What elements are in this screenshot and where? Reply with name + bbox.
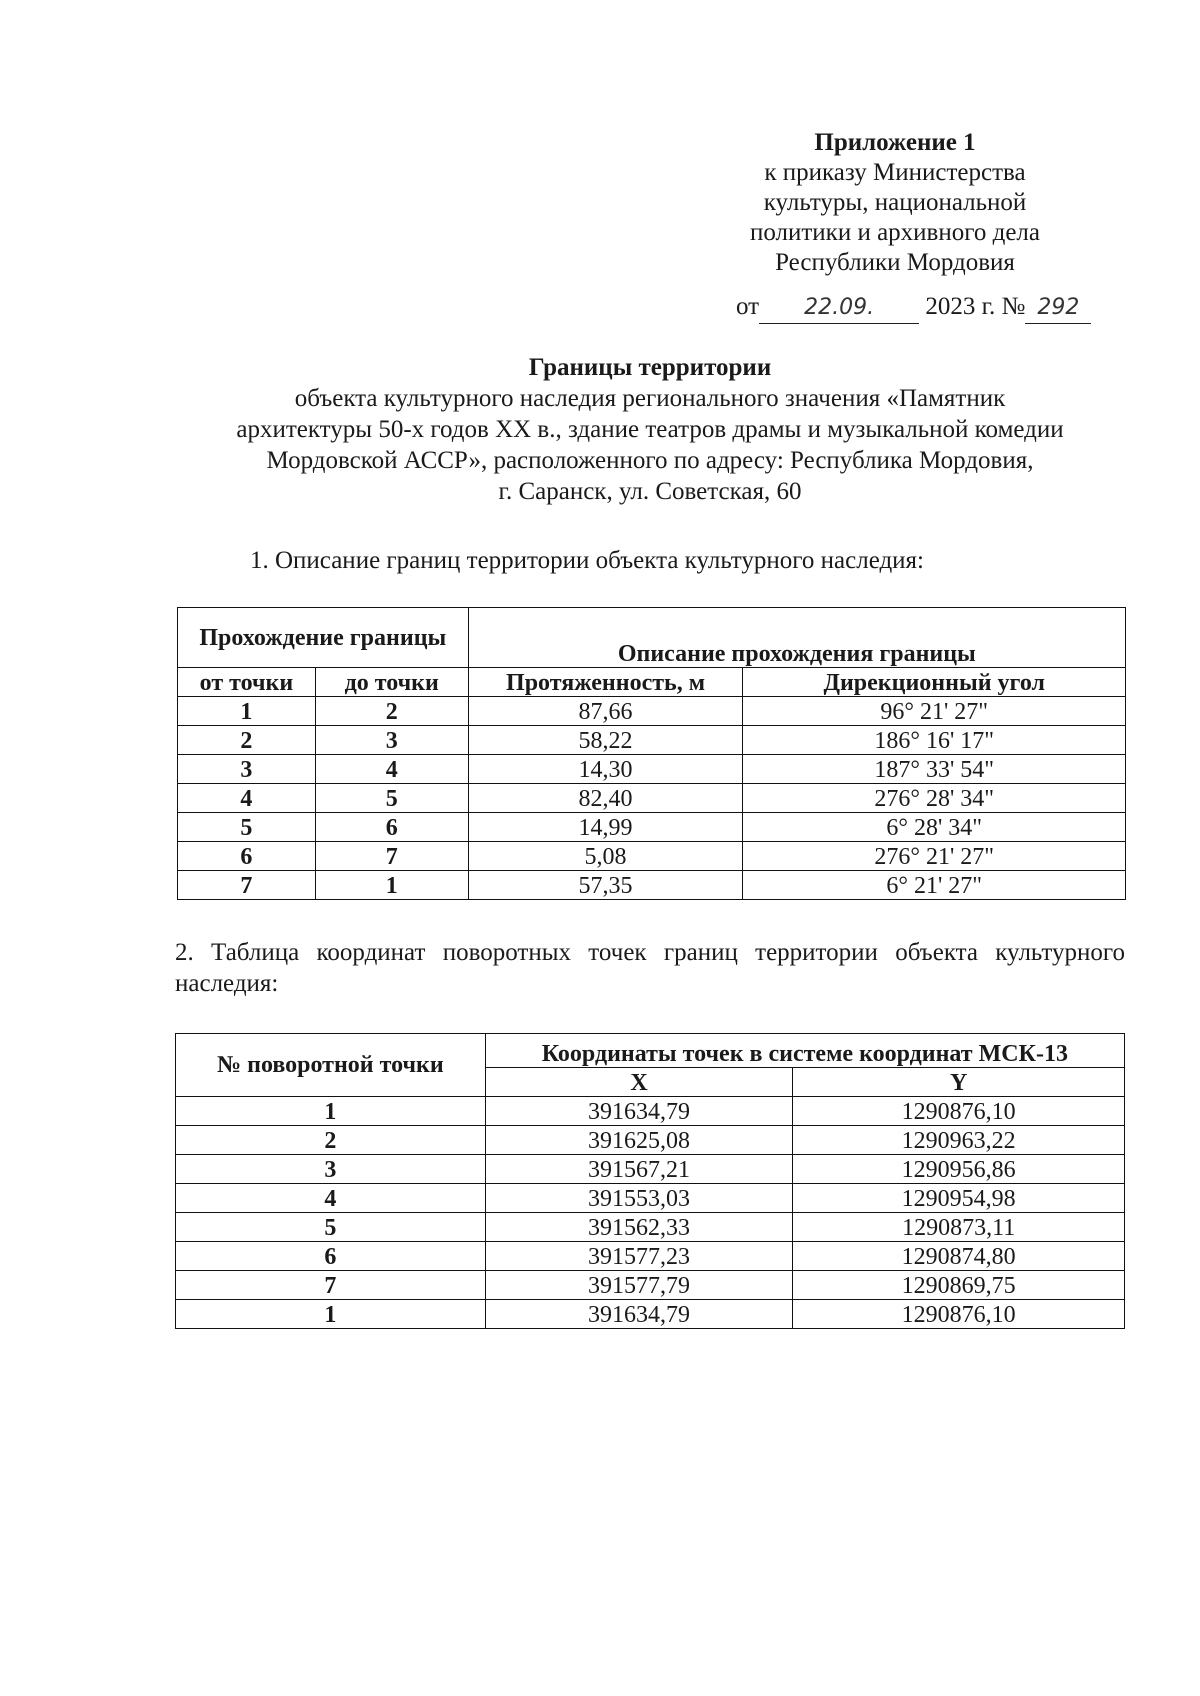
cell-y: 1290873,11	[793, 1213, 1125, 1242]
table-row	[176, 1184, 1125, 1213]
table-row	[178, 842, 1126, 871]
table-row	[178, 784, 1126, 813]
table-row	[176, 1242, 1125, 1271]
section-1-heading: 1. Описание границ территории объекта культурного наследия:	[250, 547, 924, 574]
cell-x: 391634,79	[485, 1097, 793, 1126]
cell-x: 391577,23	[485, 1242, 793, 1271]
cell-y: 1290874,80	[793, 1242, 1125, 1271]
cell-y: 1290869,75	[793, 1271, 1125, 1300]
cell-x: 391567,21	[485, 1155, 793, 1184]
table-row	[178, 813, 1126, 842]
table-row	[176, 1155, 1125, 1184]
cell-length: 14,30	[468, 755, 743, 784]
cell-y: 1290963,22	[793, 1126, 1125, 1155]
cell-length: 87,66	[468, 697, 743, 726]
cell-from: 5	[178, 813, 316, 842]
header-from-point: от точки	[178, 668, 316, 697]
cell-to: 7	[315, 842, 468, 871]
appendix-title: Приложение 1	[814, 129, 976, 156]
header-boundary-description: Описание прохождения границы	[468, 608, 1125, 668]
cell-x: 391625,08	[485, 1126, 793, 1155]
table-row	[176, 1126, 1125, 1155]
cell-angle: 186° 16' 17"	[743, 726, 1126, 755]
cell-to: 3	[315, 726, 468, 755]
section-2-heading: 2. Таблица координат поворотных точек границ территории объекта культурного наследия:	[175, 939, 1125, 997]
cell-point: 1	[176, 1097, 486, 1126]
cell-point: 2	[176, 1126, 486, 1155]
cell-from: 2	[178, 726, 316, 755]
title-line: г. Саранск, ул. Советская, 60	[498, 478, 802, 505]
order-date-line	[736, 292, 1091, 324]
table-row	[176, 1271, 1125, 1300]
header-x: X	[485, 1068, 793, 1097]
appendix-block	[680, 128, 1110, 278]
table-row	[178, 726, 1126, 755]
cell-from: 4	[178, 784, 316, 813]
table-row	[176, 1097, 1125, 1126]
table-row	[176, 1300, 1125, 1329]
cell-y: 1290954,98	[793, 1184, 1125, 1213]
cell-y: 1290956,86	[793, 1155, 1125, 1184]
cell-from: 7	[178, 871, 316, 900]
boundary-description-table	[177, 607, 1126, 900]
cell-to: 4	[315, 755, 468, 784]
cell-length: 57,35	[468, 871, 743, 900]
cell-angle: 187° 33' 54"	[743, 755, 1126, 784]
date-prefix: от	[736, 293, 760, 320]
cell-to: 6	[315, 813, 468, 842]
cell-from: 6	[178, 842, 316, 871]
cell-angle: 6° 21' 27"	[743, 871, 1126, 900]
handwritten-order-number: 292	[1025, 293, 1091, 324]
title-line: Мордовской АССР», расположенного по адресу: Республика Мордовия,	[266, 447, 1034, 474]
cell-angle: 276° 28' 34"	[743, 784, 1126, 813]
appendix-line: Республики Мордовия	[775, 249, 1015, 276]
cell-to: 5	[315, 784, 468, 813]
cell-length: 5,08	[468, 842, 743, 871]
cell-to: 2	[315, 697, 468, 726]
cell-x: 391577,79	[485, 1271, 793, 1300]
title-line: архитектуры 50-х годов XX в., здание театров драмы и музыкальной комедии	[236, 416, 1064, 443]
table-row	[178, 871, 1126, 900]
cell-to: 1	[315, 871, 468, 900]
cell-angle: 96° 21' 27"	[743, 697, 1126, 726]
cell-point: 3	[176, 1155, 486, 1184]
cell-from: 1	[178, 697, 316, 726]
table-row	[178, 697, 1126, 726]
cell-y: 1290876,10	[793, 1300, 1125, 1329]
header-boundary-passage: Прохождение границы	[178, 608, 469, 668]
coordinates-table	[175, 1033, 1125, 1329]
cell-point: 4	[176, 1184, 486, 1213]
header-point-number: № поворотной точки	[176, 1034, 486, 1097]
cell-x: 391634,79	[485, 1300, 793, 1329]
cell-point: 6	[176, 1242, 486, 1271]
title-line: объекта культурного наследия регионального значения «Памятник	[294, 385, 1006, 412]
cell-angle: 6° 28' 34"	[743, 813, 1126, 842]
cell-length: 58,22	[468, 726, 743, 755]
header-direction-angle: Дирекционный угол	[743, 668, 1126, 697]
cell-point: 5	[176, 1213, 486, 1242]
appendix-line: к приказу Министерства	[764, 159, 1026, 186]
cell-from: 3	[178, 755, 316, 784]
cell-length: 14,99	[468, 813, 743, 842]
cell-x: 391553,03	[485, 1184, 793, 1213]
appendix-line: политики и архивного дела	[749, 219, 1041, 246]
appendix-line: культуры, национальной	[763, 189, 1027, 216]
title-main: Границы территории	[528, 354, 772, 381]
table-row	[178, 755, 1126, 784]
header-to-point: до точки	[315, 668, 468, 697]
cell-x: 391562,33	[485, 1213, 793, 1242]
header-coordinates-group: Координаты точек в системе координат МСК-13	[485, 1034, 1124, 1068]
cell-length: 82,40	[468, 784, 743, 813]
header-y: Y	[793, 1068, 1125, 1097]
cell-point: 1	[176, 1300, 486, 1329]
cell-y: 1290876,10	[793, 1097, 1125, 1126]
cell-angle: 276° 21' 27"	[743, 842, 1126, 871]
document-title	[150, 352, 1150, 507]
order-year: 2023 г. №	[925, 293, 1026, 320]
cell-point: 7	[176, 1271, 486, 1300]
table-row	[176, 1213, 1125, 1242]
header-length: Протяженность, м	[468, 668, 743, 697]
handwritten-date: 22.09.	[759, 293, 919, 324]
